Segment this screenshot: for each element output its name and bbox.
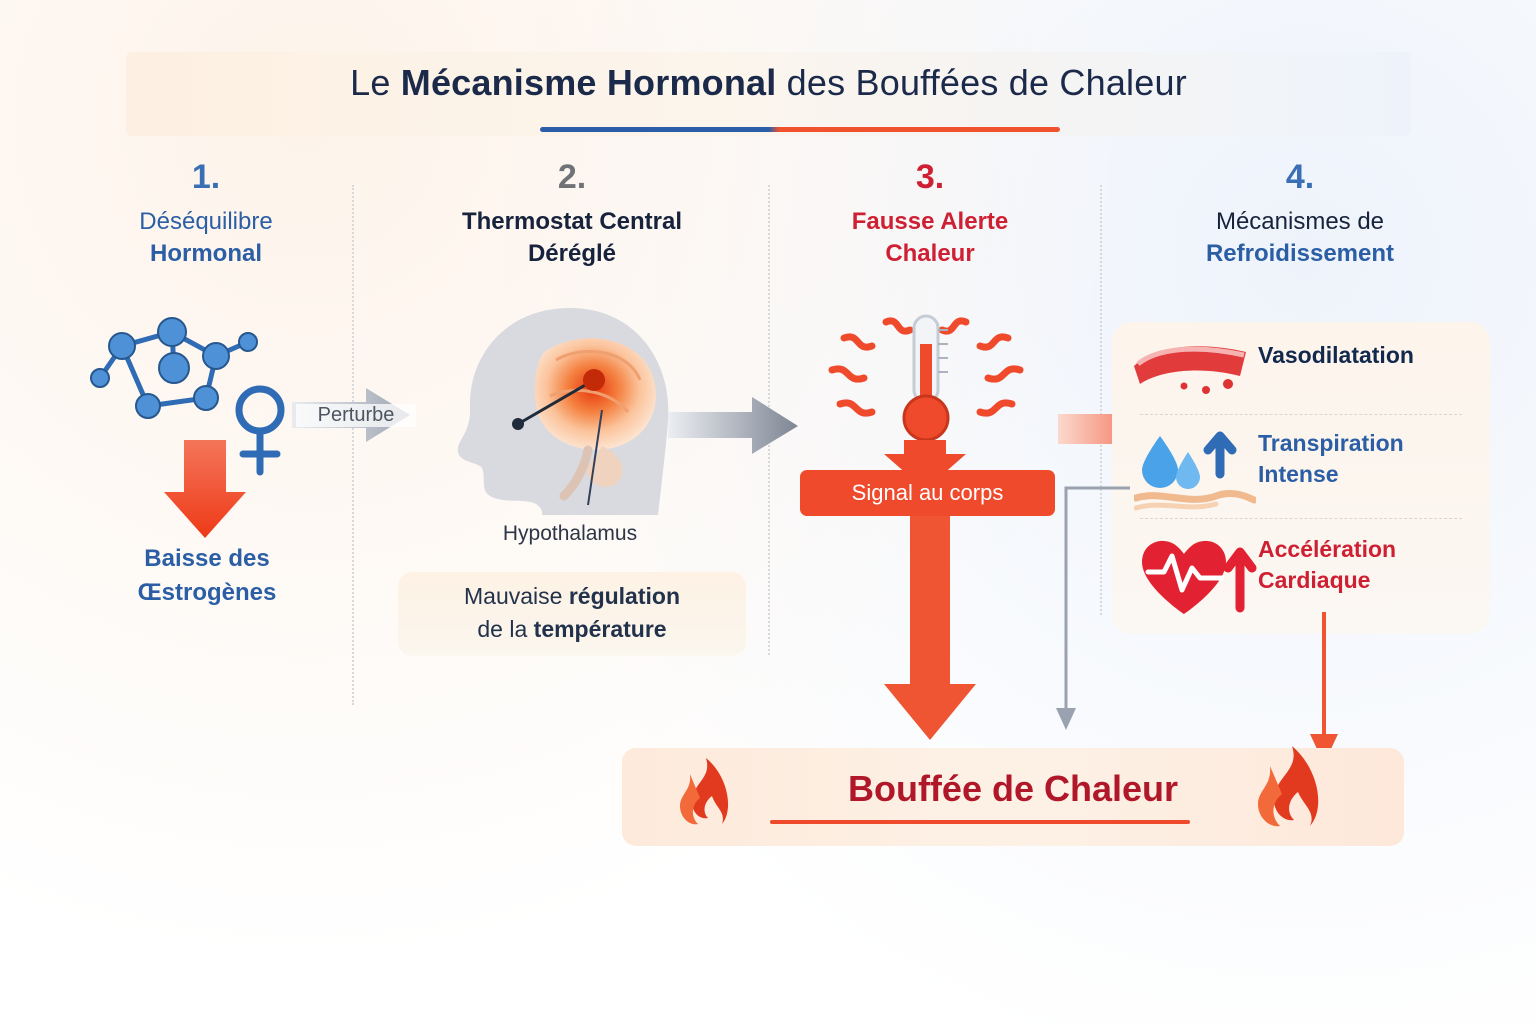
- step-3-title: [790, 206, 1070, 271]
- page-title: [126, 62, 1411, 104]
- hypothalamus-label: Hypothalamus: [502, 522, 638, 545]
- step-4-title: [1140, 206, 1460, 271]
- outcome-label: Bouffée de Chaleur: [847, 768, 1179, 809]
- head-profile-icon: [452, 300, 702, 520]
- panel-row-transpiration-label: [1258, 428, 1404, 490]
- step-2-title-line1: Thermostat Central: [461, 208, 683, 235]
- blood-vessel-icon: [1130, 336, 1250, 403]
- step-1-title-line2: Hormonal: [149, 240, 262, 268]
- step-4-header: [1140, 160, 1460, 271]
- connector-label-perturbe: Perturbe: [296, 404, 416, 427]
- transpiration-line1: Transpiration: [1258, 430, 1404, 456]
- outcome-arrow-icon: [880, 516, 980, 747]
- outcome-underline: [770, 820, 1190, 824]
- step-3-number: 3.: [915, 158, 945, 196]
- step-1-caption: [82, 542, 332, 609]
- note-line1-bold: régulation: [568, 583, 680, 609]
- title-suffix: des Bouffées de Chaleur: [776, 62, 1187, 103]
- sweat-drops-icon: [1134, 430, 1256, 517]
- step-3-title-line1: Fausse Alerte: [851, 208, 1009, 235]
- step-1-header: [80, 160, 332, 271]
- step-1-title-line1: Déséquilibre: [139, 208, 273, 235]
- title-underline: [540, 127, 1060, 132]
- note-line1-plain: Mauvaise: [464, 583, 569, 609]
- title-prefix: Le: [350, 62, 401, 103]
- step-1-number: 1.: [191, 158, 221, 196]
- step-4-title-line1: Mécanismes de: [1215, 208, 1385, 235]
- signal-pill-label: Signal au corps: [851, 480, 1004, 505]
- cardiaque-line1: Accélération: [1258, 536, 1397, 562]
- panel-divider-1: [1140, 414, 1462, 415]
- step-2-header: [396, 160, 748, 271]
- transpiration-line2: Intense: [1258, 461, 1339, 488]
- step-2-title-line2: Déréglé: [527, 240, 617, 268]
- panel-row-cardiaque-label: [1258, 534, 1396, 596]
- grey-elbow-connector: [1044, 482, 1134, 739]
- panel-divider-2: [1140, 518, 1462, 519]
- step-2-number: 2.: [557, 158, 587, 196]
- step-1-caption-line1: Baisse des: [144, 545, 270, 572]
- cardiaque-line2: Cardiaque: [1258, 567, 1371, 594]
- step-1-caption-line2: Œstrogènes: [137, 578, 277, 606]
- down-arrow-icon-step1: [150, 440, 260, 545]
- step-1-title: [80, 206, 332, 271]
- connector-arrow-2-3: [668, 392, 800, 467]
- step-2-title: [396, 206, 748, 271]
- step-3-header: [790, 160, 1070, 271]
- note-line2-bold: température: [533, 616, 667, 643]
- heart-rate-icon: [1134, 532, 1258, 623]
- step-2-note-text: [398, 580, 746, 647]
- step-3-title-line2: Chaleur: [885, 240, 975, 268]
- note-line2-plain: de la: [477, 616, 534, 643]
- title-bold: Mécanisme Hormonal: [400, 62, 777, 103]
- panel-row-vasodilatation-label: Vasodilatation: [1258, 342, 1414, 368]
- step-4-title-line2: Refroidissement: [1205, 240, 1395, 268]
- step-4-number: 4.: [1285, 158, 1315, 196]
